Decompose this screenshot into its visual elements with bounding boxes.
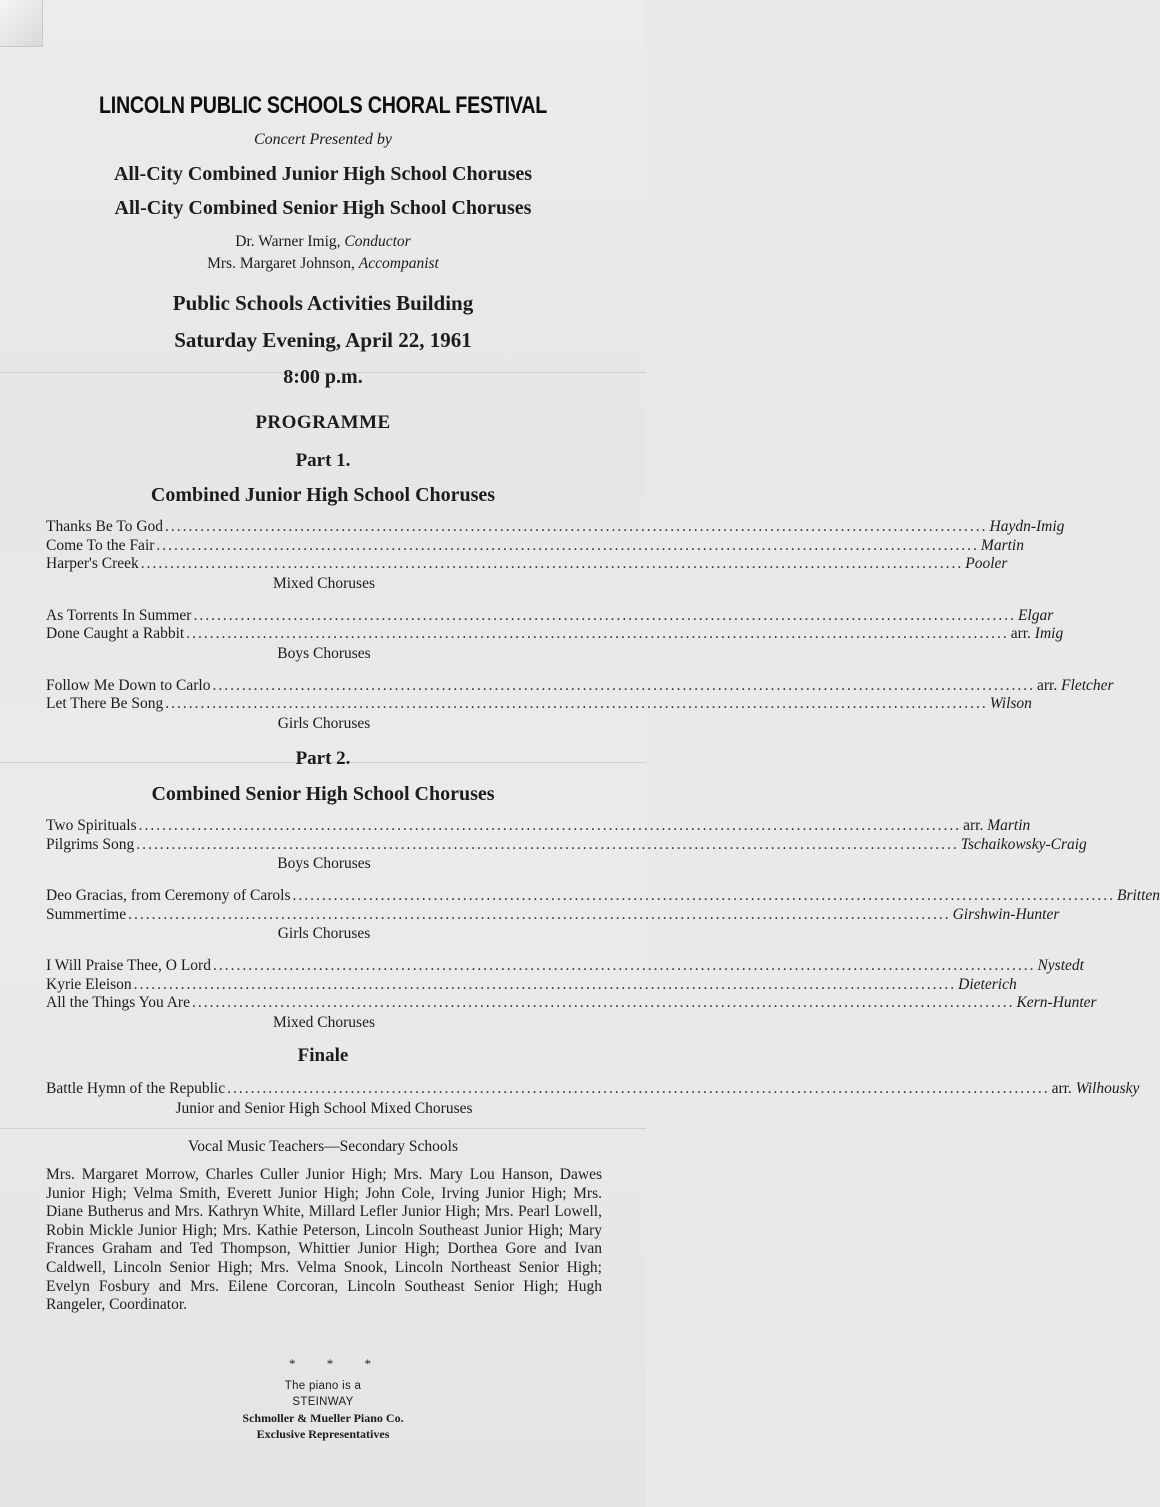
piece-title: Come To the Fair	[46, 536, 155, 554]
composer	[958, 976, 1017, 994]
dealer-note	[0, 1410, 646, 1442]
composer	[981, 537, 1024, 555]
part2-label: Part 2.	[295, 748, 351, 769]
dot-leader: ............................................................................................................................................	[128, 905, 951, 923]
composer	[990, 695, 1032, 713]
group-label: Girls Choruses	[277, 925, 371, 942]
dot-leader: ............................................................................................................................................	[165, 695, 988, 712]
dot-leader: ............................................................................................................................................	[292, 887, 1115, 904]
composer	[1117, 887, 1160, 905]
dot-leader: ............................................................................................................................................	[156, 536, 979, 554]
piece-title: Summertime	[46, 905, 127, 923]
composer-name: Pooler	[965, 555, 1008, 572]
dealer-role: Exclusive Representatives	[256, 1427, 390, 1441]
choral-group	[46, 518, 1065, 595]
composer	[963, 817, 1030, 835]
programme-item	[46, 555, 1008, 574]
composer	[1052, 1080, 1140, 1098]
piece-title: Kyrie Eleison	[46, 975, 132, 993]
programme-item	[46, 518, 1065, 537]
conductor-role: Conductor	[344, 233, 411, 250]
composer-name: Imig	[1034, 625, 1064, 642]
group-label: Girls Choruses	[277, 714, 371, 732]
composer-name: Girshwin-Hunter	[952, 905, 1060, 923]
piece-title: As Torrents In Summer	[46, 606, 192, 624]
concert-date: Saturday Evening, April 22, 1961	[174, 328, 472, 352]
composer-name: Wilson	[989, 695, 1032, 712]
conductor-line	[0, 231, 646, 253]
dot-leader: ............................................................................................................................................	[212, 957, 1036, 974]
arrangement-prefix: arr.	[1036, 676, 1062, 694]
piece-title: Follow Me Down to Carlo	[46, 676, 211, 694]
piano-brand: STEINWAY	[292, 1396, 354, 1408]
accompanist-line	[0, 253, 646, 275]
piece-title: Thanks Be To God	[46, 518, 164, 535]
teachers-list: Mrs. Margaret Morrow, Charles Culler Junior High; Mrs. Mary Lou Hanson, Dawes Junior High; Velma Smith, Everett Junior High; John Cole, Irving Junior High; Mrs. Diane Butherus and Mrs. Kathryn White, Millard Lefler Junior High; Mrs. Pearl Lowell, Robin Mickle Junior High; Mrs. Kathie Peterson, Lincoln Southeast Junior High; Mary Frances Graham and Ted Thompson, Whittier Junior High; Dorthea Gore and Ivan Caldwell, Lincoln Senior High; Mrs. Velma Snook, Lincoln Northeast Senior High; Evelyn Fosbury and Mrs. Eilene Corcoran, Lincoln Southeast Senior High; Hugh Rangeler, Coordinator.	[46, 1166, 602, 1314]
group-label: Mixed Choruses	[272, 574, 376, 592]
choral-group	[46, 1080, 1140, 1120]
composer-name: Wilhousky	[1075, 1080, 1140, 1097]
finale-programme	[46, 1080, 1140, 1120]
part2-heading: Combined Senior High School Choruses	[151, 783, 495, 805]
composer-name: Martin	[980, 536, 1024, 554]
finale-heading: Finale	[297, 1045, 349, 1066]
piece-title: I Will Praise Thee, O Lord	[46, 957, 211, 974]
piece-title: Deo Gracias, from Ceremony of Carols	[46, 887, 291, 904]
dot-leader: ............................................................................................................................................	[133, 975, 957, 993]
composer-name: Fletcher	[1061, 676, 1114, 694]
piece-title: Pilgrims Song	[46, 835, 135, 853]
choral-group	[46, 676, 1114, 735]
dot-leader: ............................................................................................................................................	[191, 994, 1015, 1011]
festival-title: LINCOLN PUBLIC SCHOOLS CHORAL FESTIVAL	[98, 92, 548, 119]
piece-title: Two Spirituals	[46, 817, 137, 834]
programme-item	[46, 994, 1097, 1013]
programme-item	[46, 817, 1031, 836]
composer	[961, 836, 1087, 854]
programme-item	[46, 887, 1160, 906]
programme-item	[46, 835, 1087, 855]
composer	[1018, 607, 1053, 625]
programme-item	[46, 975, 1017, 995]
conductor-name: Dr. Warner Imig,	[235, 233, 341, 250]
dot-leader: ............................................................................................................................................	[186, 625, 1009, 642]
programme-item	[46, 905, 1060, 925]
composer-name: Elgar	[1017, 606, 1054, 624]
composer	[1011, 625, 1064, 643]
programme-heading: PROGRAMME	[255, 412, 391, 433]
composer	[1037, 957, 1084, 975]
dot-leader: ............................................................................................................................................	[193, 606, 1016, 624]
group-label: Boys Choruses	[277, 644, 371, 662]
composer-name: Tschaikowsky-Craig	[960, 835, 1087, 853]
part1-programme	[46, 518, 1114, 735]
separator-stars: * * *	[289, 1356, 385, 1371]
programme-item	[46, 1080, 1140, 1099]
programme-item	[46, 676, 1114, 696]
arrangement-prefix: arr.	[1010, 625, 1035, 642]
arrangement-prefix: arr.	[1051, 1080, 1076, 1097]
piece-title: Battle Hymn of the Republic	[46, 1080, 226, 1097]
composer	[953, 906, 1060, 924]
piece-title: Harper's Creek	[46, 555, 139, 572]
group-label: Mixed Choruses	[272, 1013, 376, 1031]
presented-by: Concert Presented by	[253, 131, 393, 148]
choral-group	[46, 957, 1097, 1034]
composer	[965, 555, 1007, 573]
dot-leader: ............................................................................................................................................	[165, 518, 988, 535]
choral-group	[46, 887, 1160, 945]
venue: Public Schools Activities Building	[172, 291, 474, 315]
choral-group	[46, 817, 1087, 875]
senior-chorus-title: All-City Combined Senior High School Choruses	[114, 197, 532, 219]
dot-leader: ............................................................................................................................................	[140, 555, 964, 572]
programme-item	[46, 606, 1054, 626]
composer	[1037, 677, 1114, 695]
group-label: Junior and Senior High School Mixed Choruses	[175, 1099, 473, 1117]
composer-name: Martin	[987, 817, 1031, 834]
dot-leader: ............................................................................................................................................	[227, 1080, 1050, 1097]
composer-name: Britten	[1116, 887, 1160, 904]
programme-item	[46, 536, 1024, 556]
dot-leader: ............................................................................................................................................	[138, 817, 962, 834]
composer-name: Kern-Hunter	[1016, 994, 1097, 1011]
part1-heading: Combined Junior High School Choruses	[150, 484, 496, 506]
concert-time: 8:00 p.m.	[283, 366, 363, 388]
piece-title: Done Caught a Rabbit	[46, 625, 185, 642]
composer-name: Nystedt	[1037, 957, 1084, 974]
folded-corner	[0, 0, 43, 47]
part1-label: Part 1.	[295, 450, 351, 471]
programme-item	[46, 625, 1064, 644]
composer	[990, 518, 1065, 536]
programme-item	[46, 695, 1032, 714]
composer	[1016, 994, 1096, 1012]
piece-title: All the Things You Are	[46, 994, 190, 1011]
fold-crease	[0, 1128, 646, 1129]
teachers-heading: Vocal Music Teachers—Secondary Schools	[188, 1138, 458, 1155]
arrangement-prefix: arr.	[963, 817, 988, 834]
dot-leader: ............................................................................................................................................	[136, 835, 959, 853]
piece-title: Let There Be Song	[46, 695, 164, 712]
accompanist-name: Mrs. Margaret Johnson,	[207, 255, 355, 272]
credits	[0, 231, 646, 275]
junior-chorus-title: All-City Combined Junior High School Choruses	[113, 163, 533, 185]
piano-line-1: The piano is a	[284, 1380, 362, 1392]
piano-note	[0, 1378, 646, 1410]
composer-name: Dieterich	[958, 975, 1017, 993]
choral-group	[46, 606, 1064, 665]
part2-programme	[46, 817, 1160, 1034]
accompanist-role: Accompanist	[358, 255, 439, 272]
dot-leader: ............................................................................................................................................	[212, 676, 1035, 694]
group-label: Boys Choruses	[277, 855, 371, 872]
programme-item	[46, 957, 1084, 976]
dealer-name: Schmoller & Mueller Piano Co.	[242, 1411, 404, 1425]
composer-name: Haydn-Imig	[989, 518, 1065, 535]
